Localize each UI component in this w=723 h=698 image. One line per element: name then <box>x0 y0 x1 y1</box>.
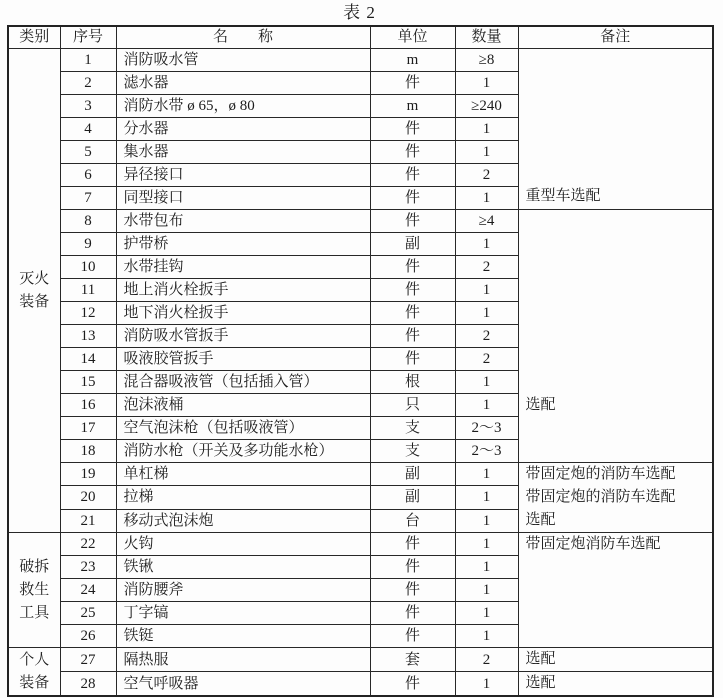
item-name-cell: 水带挂钩 <box>116 256 370 279</box>
row-number-cell: 22 <box>60 533 116 556</box>
unit-cell: 件 <box>370 325 455 348</box>
header-cell-number: 序号 <box>60 26 116 49</box>
row-number-cell: 4 <box>60 118 116 141</box>
unit-cell: 件 <box>370 533 455 556</box>
row-number-cell: 18 <box>60 440 116 463</box>
item-name-cell: 火钩 <box>116 533 370 556</box>
header-cell-category: 类别 <box>8 26 60 49</box>
row-number-cell: 20 <box>60 486 116 509</box>
remark-line: 选配 <box>525 651 556 667</box>
quantity-cell: 1 <box>455 233 518 256</box>
quantity-cell: 1 <box>455 556 518 579</box>
unit-cell: 件 <box>370 625 455 648</box>
unit-cell: 件 <box>370 141 455 164</box>
item-name-cell: 地下消火栓扳手 <box>116 302 370 325</box>
unit-cell: 件 <box>370 118 455 141</box>
unit-cell: 件 <box>370 279 455 302</box>
unit-cell: m <box>370 95 455 118</box>
category-label-line: 灭火 <box>19 270 50 287</box>
unit-cell: 套 <box>370 648 455 672</box>
remark-cell <box>518 648 713 672</box>
category-label-line: 工具 <box>19 604 50 621</box>
quantity-cell: 2～3 <box>455 417 518 440</box>
item-name-cell: 异径接口 <box>116 164 370 187</box>
unit-cell: 件 <box>370 302 455 325</box>
table-row <box>8 210 713 233</box>
row-number-cell: 9 <box>60 233 116 256</box>
table-row <box>8 648 713 672</box>
row-number-cell: 16 <box>60 394 116 417</box>
header-cell-remark: 备注 <box>518 26 713 49</box>
item-name-cell: 混合器吸液管（包括插入管） <box>116 371 370 394</box>
unit-cell: 件 <box>370 187 455 210</box>
header-cell-quantity: 数量 <box>455 26 518 49</box>
category-label-line: 装备 <box>19 293 50 310</box>
row-number-cell: 12 <box>60 302 116 325</box>
item-name-cell: 空气泡沫枪（包括吸液管） <box>116 417 370 440</box>
quantity-cell: 1 <box>455 279 518 302</box>
unit-cell: 件 <box>370 210 455 233</box>
unit-cell: 副 <box>370 486 455 509</box>
remark-cell <box>518 672 713 697</box>
unit-cell: 件 <box>370 164 455 187</box>
row-number-cell: 2 <box>60 72 116 95</box>
table-title: 表 2 <box>343 3 376 22</box>
header-cell-unit: 单位 <box>370 26 455 49</box>
quantity-cell: 1 <box>455 579 518 602</box>
remark-line: 选配 <box>525 512 556 528</box>
row-number-cell: 10 <box>60 256 116 279</box>
item-name-cell: 隔热服 <box>116 648 370 672</box>
unit-cell: 件 <box>370 348 455 371</box>
row-number-cell: 7 <box>60 187 116 210</box>
item-name-cell: 移动式泡沫炮 <box>116 509 370 532</box>
item-name-cell: 单杠梯 <box>116 463 370 486</box>
unit-cell: 台 <box>370 509 455 532</box>
row-number-cell: 8 <box>60 210 116 233</box>
unit-cell: 件 <box>370 579 455 602</box>
table-body <box>8 49 713 697</box>
row-number-cell: 5 <box>60 141 116 164</box>
unit-cell: 根 <box>370 371 455 394</box>
category-cell <box>8 648 60 697</box>
unit-cell: m <box>370 49 455 72</box>
remark-cell <box>518 210 713 463</box>
category-label-line: 救生 <box>19 581 50 598</box>
header-cell-name: 名 称 <box>116 26 370 49</box>
remark-cell <box>518 463 713 533</box>
item-name-cell: 分水器 <box>116 118 370 141</box>
quantity-cell: 2～3 <box>455 440 518 463</box>
item-name-cell: 滤水器 <box>116 72 370 95</box>
quantity-cell: 1 <box>455 509 518 532</box>
unit-cell: 支 <box>370 440 455 463</box>
unit-cell: 副 <box>370 463 455 486</box>
row-number-cell: 15 <box>60 371 116 394</box>
quantity-cell: 1 <box>455 486 518 509</box>
item-name-cell: 护带桥 <box>116 233 370 256</box>
quantity-cell: 1 <box>455 302 518 325</box>
header-row <box>8 26 713 49</box>
item-name-cell: 集水器 <box>116 141 370 164</box>
item-name-cell: 泡沫液桶 <box>116 394 370 417</box>
row-number-cell: 1 <box>60 49 116 72</box>
item-name-cell: 消防吸水管扳手 <box>116 325 370 348</box>
row-number-cell: 19 <box>60 463 116 486</box>
quantity-cell: ≥240 <box>455 95 518 118</box>
row-number-cell: 14 <box>60 348 116 371</box>
unit-cell: 件 <box>370 672 455 697</box>
quantity-cell: 1 <box>455 463 518 486</box>
remark-cell <box>518 49 713 210</box>
quantity-cell: 2 <box>455 648 518 672</box>
table-row <box>8 49 713 72</box>
unit-cell: 只 <box>370 394 455 417</box>
row-number-cell: 11 <box>60 279 116 302</box>
category-label-line: 个人 <box>19 651 50 668</box>
row-number-cell: 3 <box>60 95 116 118</box>
quantity-cell: 1 <box>455 118 518 141</box>
quantity-cell: 2 <box>455 164 518 187</box>
category-cell <box>8 49 60 533</box>
row-number-cell: 17 <box>60 417 116 440</box>
item-name-cell: 地上消火栓扳手 <box>116 279 370 302</box>
quantity-cell: 1 <box>455 72 518 95</box>
remark-line: 重型车选配 <box>525 188 601 204</box>
item-name-cell: 消防水带 ø 65，ø 80 <box>116 95 370 118</box>
quantity-cell: 1 <box>455 141 518 164</box>
row-number-cell: 13 <box>60 325 116 348</box>
category-cell <box>8 533 60 648</box>
category-label-line: 破拆 <box>19 558 50 575</box>
table-row <box>8 463 713 486</box>
unit-cell: 支 <box>370 417 455 440</box>
row-number-cell: 21 <box>60 509 116 532</box>
quantity-cell: 2 <box>455 325 518 348</box>
row-number-cell: 26 <box>60 625 116 648</box>
table-row <box>8 533 713 556</box>
row-number-cell: 25 <box>60 602 116 625</box>
unit-cell: 件 <box>370 602 455 625</box>
unit-cell: 件 <box>370 556 455 579</box>
category-label-line: 装备 <box>19 674 50 691</box>
fire-equipment-table <box>7 25 714 697</box>
quantity-cell: 1 <box>455 533 518 556</box>
row-number-cell: 28 <box>60 672 116 697</box>
remark-line: 选配 <box>525 397 556 413</box>
remark-line: 带固定炮的消防车选配 <box>525 489 676 505</box>
remark-line: 选配 <box>525 675 556 691</box>
unit-cell: 件 <box>370 72 455 95</box>
quantity-cell: 1 <box>455 187 518 210</box>
row-number-cell: 6 <box>60 164 116 187</box>
quantity-cell: 1 <box>455 394 518 417</box>
quantity-cell: ≥4 <box>455 210 518 233</box>
quantity-cell: 1 <box>455 371 518 394</box>
remark-line: 带固定炮的消防车选配 <box>525 466 676 482</box>
quantity-cell: 2 <box>455 348 518 371</box>
row-number-cell: 24 <box>60 579 116 602</box>
item-name-cell: 丁字镐 <box>116 602 370 625</box>
item-name-cell: 吸液胶管扳手 <box>116 348 370 371</box>
item-name-cell: 消防腰斧 <box>116 579 370 602</box>
item-name-cell: 铁锹 <box>116 556 370 579</box>
item-name-cell: 同型接口 <box>116 187 370 210</box>
quantity-cell: 1 <box>455 602 518 625</box>
item-name-cell: 铁铤 <box>116 625 370 648</box>
unit-cell: 件 <box>370 256 455 279</box>
item-name-cell: 消防水枪（开关及多功能水枪） <box>116 440 370 463</box>
quantity-cell: 2 <box>455 256 518 279</box>
remark-line: 带固定炮消防车选配 <box>525 536 661 552</box>
quantity-cell: ≥8 <box>455 49 518 72</box>
row-number-cell: 23 <box>60 556 116 579</box>
unit-cell: 副 <box>370 233 455 256</box>
remark-cell <box>518 533 713 648</box>
row-number-cell: 27 <box>60 648 116 672</box>
item-name-cell: 水带包布 <box>116 210 370 233</box>
item-name-cell: 拉梯 <box>116 486 370 509</box>
item-name-cell: 空气呼吸器 <box>116 672 370 697</box>
table-row <box>8 672 713 697</box>
quantity-cell: 1 <box>455 672 518 697</box>
quantity-cell: 1 <box>455 625 518 648</box>
item-name-cell: 消防吸水管 <box>116 49 370 72</box>
